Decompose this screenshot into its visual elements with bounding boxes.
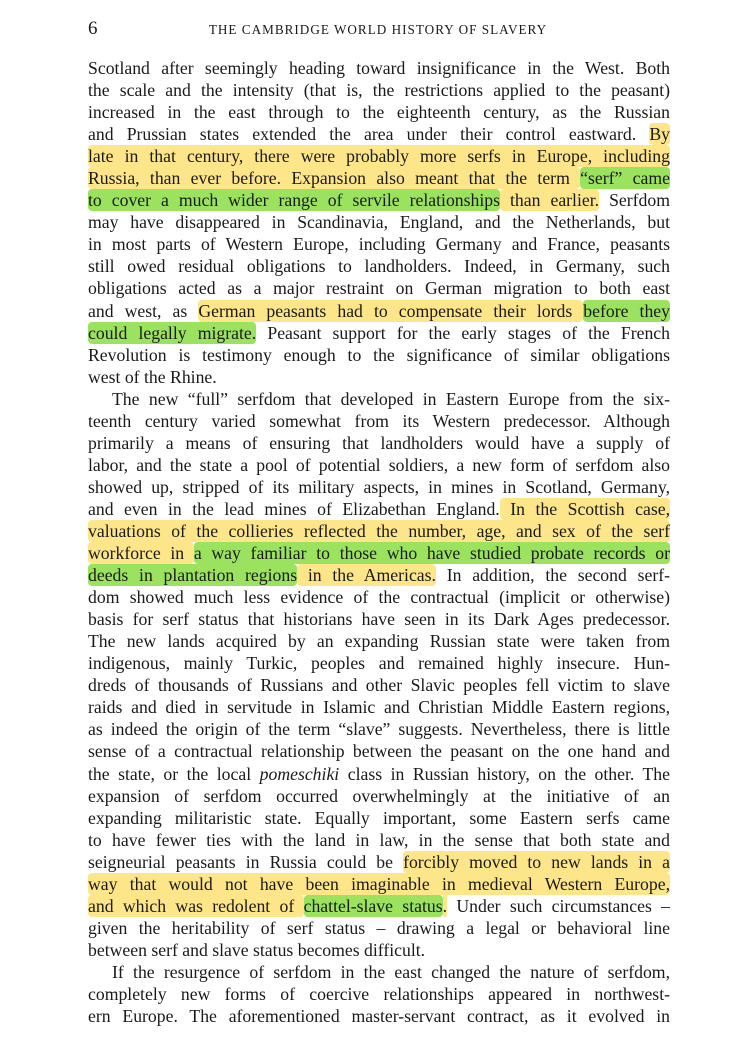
text-line [88, 961, 670, 983]
text-segment: Peasant support for the early stages of the French [256, 322, 671, 343]
text-segment: expanding militaristic state. Equally important, some Eastern serfs came [88, 807, 670, 828]
text-line [88, 211, 670, 233]
text-segment: teenth century varied somewhat from its Western predecessor. Although [88, 410, 670, 431]
text-line [88, 873, 670, 895]
text-segment: increased in the east through to the eighteenth century, as the Russian [88, 102, 670, 123]
text-line [88, 983, 670, 1005]
yellow-highlight: valuations of the collieries reflected the number, age, and sex of the serf [88, 520, 670, 541]
text-segment: basis for serf status that historians have seen in its Dark Ages predecessor. [88, 609, 670, 630]
text-line [88, 829, 670, 851]
text-segment: The new lands acquired by an expanding Russian state were taken from [88, 631, 670, 652]
text-segment: and Prussian states extended the area under their control eastward. [88, 124, 650, 145]
text-line [88, 740, 670, 762]
green-highlight: chattel-slave status [303, 895, 443, 916]
text-segment: The new “full” serfdom that developed in Eastern Europe from the six- [112, 388, 670, 409]
yellow-highlight: workforce in [88, 543, 194, 564]
text-segment: and west, as [88, 300, 199, 321]
text-line [88, 520, 670, 542]
text-line [88, 277, 670, 299]
green-highlight: could legally migrate. [88, 322, 257, 343]
text-segment: to have fewer ties with the land in law, in the sense that both state and [88, 829, 670, 850]
yellow-highlight: than earlier. [500, 190, 600, 211]
text-segment: the state, or the local [88, 763, 260, 784]
text-line [88, 366, 670, 388]
body-text [88, 57, 670, 1027]
text-line [88, 123, 670, 145]
text-segment: sense of a contractual relationship between the peasant on the one hand and [88, 741, 670, 762]
text-line [88, 917, 670, 939]
text-segment: may have disappeared in Scandinavia, England, and the Netherlands, but [88, 212, 670, 233]
text-line [88, 608, 670, 630]
text-line [88, 432, 670, 454]
text-line [88, 388, 670, 410]
text-segment: and even in the lead mines of Elizabethan England. [88, 498, 500, 519]
text-segment: seigneurial peasants in Russia could be [88, 851, 404, 872]
text-segment: raids and died in servitude in Islamic and Christian Middle Eastern regions, [88, 697, 670, 718]
yellow-highlight: By [649, 124, 670, 145]
yellow-highlight: late in that century, there were probably more serfs in Europe, including [88, 146, 670, 167]
text-segment: west of the Rhine. [88, 366, 217, 387]
text-line [88, 586, 670, 608]
text-line [88, 652, 670, 674]
text-segment: primarily a means of ensuring that landholders would have a supply of [88, 432, 670, 453]
text-segment: in most parts of Western Europe, including Germany and France, peasants [88, 234, 670, 255]
running-header [88, 18, 668, 42]
text-line [88, 57, 670, 79]
text-line [88, 145, 670, 167]
text-line [88, 674, 670, 696]
text-line [88, 255, 670, 277]
text-segment: If the resurgence of serfdom in the east changed the nature of serfdom, [112, 961, 670, 982]
text-segment: ern Europe. The aforementioned master-servant contract, as it evolved in [88, 1006, 670, 1027]
text-segment: completely new forms of coercive relationships appeared in northwest- [88, 983, 670, 1004]
green-highlight: “serf” came [580, 168, 670, 189]
text-segment: between serf and slave status becomes difficult. [88, 939, 426, 960]
green-highlight: to cover a much wider range of servile relationships [88, 190, 501, 211]
text-segment: obligations acted as a major restraint on German migration to both east [88, 278, 670, 299]
text-line [88, 851, 670, 873]
text-line [88, 718, 670, 740]
text-line [88, 300, 670, 322]
text-segment: showed up, stripped of its military aspects, in mines in Scotland, Germany, [88, 476, 670, 497]
text-line [88, 895, 670, 917]
text-line [88, 167, 670, 189]
text-segment: class in Russian history, on the other. The [339, 763, 670, 784]
running-title: THE CAMBRIDGE WORLD HISTORY OF SLAVERY [208, 22, 548, 37]
text-line [88, 564, 670, 586]
text-line [88, 807, 670, 829]
text-segment: dreds of thousands of Russians and other Slavic peoples fell victim to slave [88, 675, 670, 696]
yellow-highlight: way that would not have been imaginable in medieval Western Europe, [88, 873, 670, 894]
green-highlight: a way familiar to those who have studied probate records or [193, 543, 670, 564]
text-line [88, 476, 670, 498]
text-segment: Serfdom [599, 190, 670, 211]
text-segment: In addition, the second serf- [435, 565, 670, 586]
text-line [88, 630, 670, 652]
text-line [88, 1005, 670, 1027]
yellow-highlight: forcibly moved to new lands in a [403, 851, 670, 872]
text-line [88, 101, 670, 123]
text-segment: the scale and the intensity (that is, the restrictions applied to the peasant) [88, 80, 670, 101]
text-line [88, 322, 670, 344]
yellow-highlight: In the Scottish case, [499, 498, 670, 519]
text-line [88, 785, 670, 807]
text-line [88, 939, 670, 961]
yellow-highlight: German peasants had to compensate their lords [198, 300, 584, 321]
text-line [88, 454, 670, 476]
text-line [88, 542, 670, 564]
text-line [88, 498, 670, 520]
text-line [88, 696, 670, 718]
text-segment: Scotland after seemingly heading toward insignificance in the West. Both [88, 58, 670, 78]
text-line [88, 189, 670, 211]
yellow-highlight: Russia, than ever before. Expansion also meant that the term [88, 168, 581, 189]
green-highlight: before they [583, 300, 670, 321]
text-line [88, 344, 670, 366]
text-line [88, 763, 670, 785]
yellow-highlight: in the Americas. [297, 565, 436, 586]
text-segment: dom showed much less evidence of the contractual (implicit or otherwise) [88, 587, 670, 608]
text-line [88, 410, 670, 432]
text-line [88, 233, 670, 255]
green-highlight: deeds in plantation regions [88, 565, 298, 586]
yellow-highlight: and which was redolent of [88, 895, 304, 916]
text-segment: still owed residual obligations to landholders. Indeed, in Germany, such [88, 256, 670, 277]
text-segment: given the heritability of serf status – drawing a legal or behavioral line [88, 917, 670, 938]
text-segment: as indeed the origin of the term “slave” suggests. Nevertheless, there is little [88, 719, 670, 740]
text-segment: indigenous, mainly Turkic, peoples and remained highly insecure. Hun- [88, 653, 670, 674]
italic-text: pomeschiki [259, 763, 340, 784]
text-line [88, 79, 670, 101]
text-segment: Under such circumstances – [447, 895, 670, 916]
text-segment: expansion of serfdom occurred overwhelmingly at the initiative of an [88, 785, 670, 806]
text-segment: Revolution is testimony enough to the significance of similar obligations [88, 344, 670, 365]
page-number: 6 [88, 18, 98, 39]
text-segment: labor, and the state a pool of potential soldiers, a new form of serfdom also [88, 454, 670, 475]
yellow-highlight: . [442, 895, 448, 916]
